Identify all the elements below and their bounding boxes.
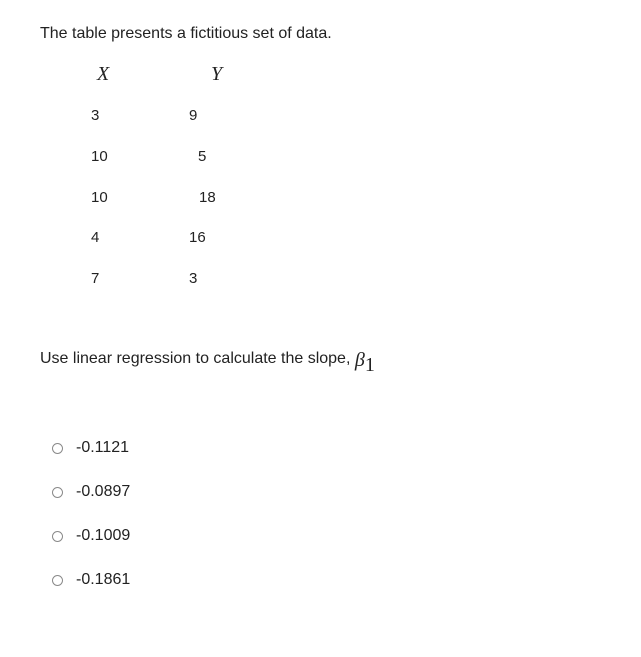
answer-option-label: -0.1121 xyxy=(76,439,130,456)
answer-option-label: -0.0897 xyxy=(76,483,131,500)
answer-option-4[interactable] xyxy=(52,570,130,590)
cell-y-1: 9 xyxy=(189,107,198,124)
answer-option-3[interactable] xyxy=(52,526,130,546)
column-header-x: X xyxy=(97,63,110,85)
radio-button-icon[interactable] xyxy=(52,443,63,454)
radio-button-icon[interactable] xyxy=(52,575,63,586)
question-label: Use linear regression to calculate the slope, xyxy=(40,350,355,367)
beta-letter: β xyxy=(354,349,365,371)
question-text xyxy=(40,349,375,377)
cell-x-2: 10 xyxy=(91,148,108,165)
cell-x-5: 7 xyxy=(91,270,100,287)
radio-button-icon[interactable] xyxy=(52,531,63,542)
cell-x-3: 10 xyxy=(91,189,108,206)
cell-x-1: 3 xyxy=(91,107,100,124)
cell-x-4: 4 xyxy=(91,229,100,246)
intro-text: The table presents a fictitious set of data. xyxy=(40,25,332,42)
answer-option-1[interactable] xyxy=(52,438,129,458)
beta-subscript: 1 xyxy=(364,354,375,376)
cell-y-2: 5 xyxy=(198,148,207,165)
answer-option-label: -0.1861 xyxy=(76,571,131,588)
cell-y-3: 18 xyxy=(199,189,216,206)
cell-y-5: 3 xyxy=(189,270,198,287)
answer-option-label: -0.1009 xyxy=(76,527,131,544)
cell-y-4: 16 xyxy=(189,229,206,246)
column-header-y: Y xyxy=(211,63,223,85)
answer-option-2[interactable] xyxy=(52,482,130,502)
beta-symbol xyxy=(355,349,375,377)
radio-button-icon[interactable] xyxy=(52,487,63,498)
